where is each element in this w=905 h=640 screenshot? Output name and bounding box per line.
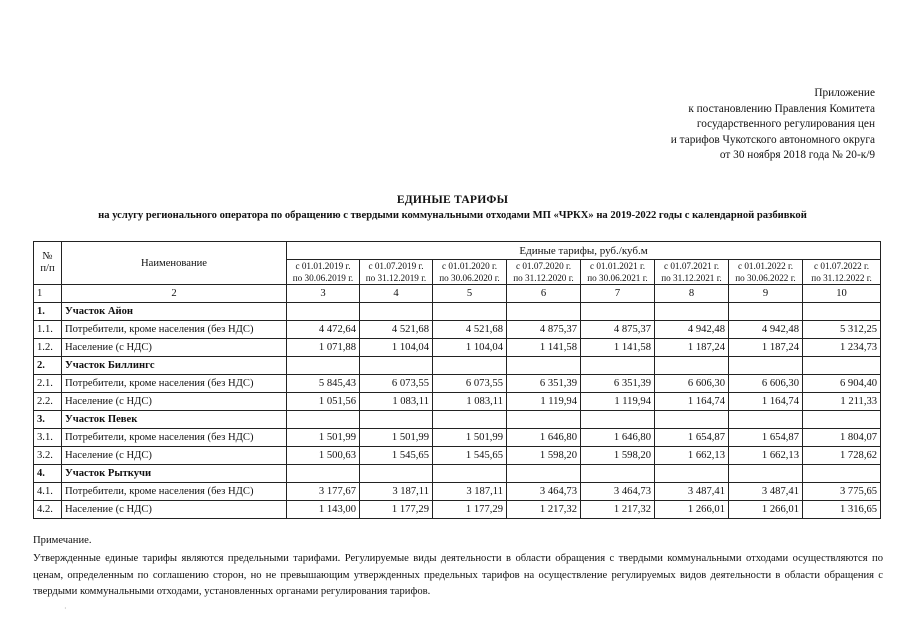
empty-cell: [360, 411, 433, 429]
table-row: [34, 375, 881, 393]
section-row: [34, 411, 881, 429]
tariff-value: 1 141,58: [507, 339, 581, 357]
tariff-value: 1 083,11: [360, 393, 433, 411]
tariff-value: 4 472,64: [287, 321, 360, 339]
appendix-line: государственного регулирования цен: [696, 118, 875, 131]
tariff-value: 1 728,62: [803, 447, 881, 465]
row-name: Население (с НДС): [62, 339, 287, 357]
tariff-value: 3 187,11: [360, 483, 433, 501]
row-number: 1.2.: [34, 339, 62, 357]
empty-cell: [287, 303, 360, 321]
tariff-value: 5 312,25: [803, 321, 881, 339]
tariff-table: [33, 241, 881, 519]
row-name: Потребители, кроме населения (без НДС): [62, 429, 287, 447]
tariff-value: 1 217,32: [581, 501, 655, 519]
tariff-value: 1 211,33: [803, 393, 881, 411]
tariff-value: 4 875,37: [507, 321, 581, 339]
section-row: [34, 357, 881, 375]
tariff-value: 1 217,32: [507, 501, 581, 519]
tariff-value: 3 487,41: [729, 483, 803, 501]
row-name: Население (с НДС): [62, 501, 287, 519]
document-subtitle: на услугу регионального оператора по обращению с твердыми коммунальными отходами МП «ЧРКХ» на 2019-2022 годы с календарной разбивкой: [98, 210, 807, 221]
tariff-value: 6 904,40: [803, 375, 881, 393]
empty-cell: [507, 303, 581, 321]
row-number: 2.2.: [34, 393, 62, 411]
empty-cell: [581, 357, 655, 375]
table-row: [34, 483, 881, 501]
tariff-value: 1 598,20: [507, 447, 581, 465]
empty-cell: [581, 303, 655, 321]
empty-cell: [581, 465, 655, 483]
section-title: Участок Биллингс: [62, 357, 287, 375]
row-name: Потребители, кроме населения (без НДС): [62, 483, 287, 501]
section-row: [34, 465, 881, 483]
tariff-value: 1 266,01: [729, 501, 803, 519]
appendix-block: [600, 86, 875, 164]
header-name: Наименование: [62, 242, 287, 285]
header-period: с 01.07.2022 г. по 31.12.2022 г.: [803, 260, 881, 285]
column-index: 1: [34, 285, 62, 303]
note-text: Утвержденные единые тарифы являются предельными тарифами. Регулируемые виды деятельности в области обращения с твердыми коммунальными отходами осуществляются по ценам, определенным по соглашению сторон, но не превышающим утвержденных предельных тарифов на осуществление регулируемых видов деятельности в области обращения с твердыми коммунальными отходами, установленных органами регулирования тарифов.: [33, 553, 883, 597]
section-number: 3.: [34, 411, 62, 429]
appendix-line: и тарифов Чукотского автономного округа: [670, 133, 875, 146]
column-index: 10: [803, 285, 881, 303]
tariff-value: 1 187,24: [655, 339, 729, 357]
header-period: с 01.01.2019 г. по 30.06.2019 г.: [287, 260, 360, 285]
tariff-value: 3 187,11: [433, 483, 507, 501]
tariff-value: 3 464,73: [581, 483, 655, 501]
appendix-line: от 30 ноября 2018 года № 20-к/9: [719, 149, 875, 162]
empty-cell: [803, 357, 881, 375]
section-number: 1.: [34, 303, 62, 321]
tariff-value: 1 266,01: [655, 501, 729, 519]
empty-cell: [803, 465, 881, 483]
empty-cell: [729, 411, 803, 429]
tariff-value: 1 662,13: [729, 447, 803, 465]
table-row: [34, 429, 881, 447]
appendix-line: Приложение: [814, 87, 875, 99]
empty-cell: [287, 357, 360, 375]
tariff-value: 6 606,30: [655, 375, 729, 393]
tariff-value: 1 104,04: [360, 339, 433, 357]
column-index: 6: [507, 285, 581, 303]
tariff-value: 4 875,37: [581, 321, 655, 339]
tariff-value: 4 942,48: [655, 321, 729, 339]
empty-cell: [803, 411, 881, 429]
empty-cell: [507, 357, 581, 375]
empty-cell: [803, 303, 881, 321]
tariff-value: 1 545,65: [360, 447, 433, 465]
empty-cell: [655, 303, 729, 321]
tariff-value: 1 316,65: [803, 501, 881, 519]
section-title: Участок Певек: [62, 411, 287, 429]
tariff-table-body: [34, 303, 881, 519]
empty-cell: [360, 465, 433, 483]
tariff-value: 1 104,04: [433, 339, 507, 357]
empty-cell: [433, 357, 507, 375]
empty-cell: [581, 411, 655, 429]
section-number: 4.: [34, 465, 62, 483]
empty-cell: [360, 357, 433, 375]
tariff-value: 6 073,55: [433, 375, 507, 393]
header-number: № п/п: [34, 242, 62, 285]
tariff-value: 3 177,67: [287, 483, 360, 501]
row-name: Население (с НДС): [62, 393, 287, 411]
tariff-value: 1 662,13: [655, 447, 729, 465]
tariff-value: 1 187,24: [729, 339, 803, 357]
column-index: 8: [655, 285, 729, 303]
empty-cell: [433, 411, 507, 429]
row-name: Потребители, кроме населения (без НДС): [62, 321, 287, 339]
table-row: [34, 447, 881, 465]
empty-cell: [507, 411, 581, 429]
table-row: [34, 321, 881, 339]
empty-cell: [287, 465, 360, 483]
empty-cell: [729, 303, 803, 321]
section-title: Участок Айон: [62, 303, 287, 321]
header-period: с 01.07.2019 г. по 31.12.2019 г.: [360, 260, 433, 285]
row-name: Потребители, кроме населения (без НДС): [62, 375, 287, 393]
tariff-value: 1 545,65: [433, 447, 507, 465]
row-name: Население (с НДС): [62, 447, 287, 465]
tariff-value: 1 234,73: [803, 339, 881, 357]
column-index: 4: [360, 285, 433, 303]
note-label: Примечание.: [33, 535, 92, 546]
row-number: 2.1.: [34, 375, 62, 393]
tariff-value: 1 164,74: [655, 393, 729, 411]
tariff-value: 1 654,87: [655, 429, 729, 447]
column-index: 5: [433, 285, 507, 303]
section-row: [34, 303, 881, 321]
tariff-value: 1 804,07: [803, 429, 881, 447]
tariff-value: 1 177,29: [360, 501, 433, 519]
header-tariff-group: Единые тарифы, руб./куб.м: [287, 242, 881, 260]
empty-cell: [360, 303, 433, 321]
row-number: 4.2.: [34, 501, 62, 519]
tariff-value: 1 500,63: [287, 447, 360, 465]
tariff-value: 1 177,29: [433, 501, 507, 519]
tariff-value: 3 775,65: [803, 483, 881, 501]
column-index: 3: [287, 285, 360, 303]
empty-cell: [655, 411, 729, 429]
empty-cell: [655, 465, 729, 483]
tariff-value: 6 073,55: [360, 375, 433, 393]
column-index: 9: [729, 285, 803, 303]
tariff-value: 1 083,11: [433, 393, 507, 411]
tariff-value: 1 654,87: [729, 429, 803, 447]
header-period: с 01.01.2022 г. по 30.06.2022 г.: [729, 260, 803, 285]
header-period: с 01.01.2021 г. по 30.06.2021 г.: [581, 260, 655, 285]
row-number: 1.1.: [34, 321, 62, 339]
tariff-value: 1 501,99: [287, 429, 360, 447]
empty-cell: [507, 465, 581, 483]
scan-mark: ·: [64, 604, 67, 613]
tariff-value: 1 164,74: [729, 393, 803, 411]
tariff-value: 5 845,43: [287, 375, 360, 393]
tariff-value: 1 501,99: [433, 429, 507, 447]
empty-cell: [433, 303, 507, 321]
tariff-value: 4 521,68: [360, 321, 433, 339]
table-row: [34, 501, 881, 519]
column-index: 2: [62, 285, 287, 303]
tariff-value: 1 071,88: [287, 339, 360, 357]
row-number: 3.1.: [34, 429, 62, 447]
header-period: с 01.07.2021 г. по 31.12.2021 г.: [655, 260, 729, 285]
tariff-value: 4 521,68: [433, 321, 507, 339]
section-number: 2.: [34, 357, 62, 375]
tariff-value: 6 351,39: [581, 375, 655, 393]
header-period: с 01.01.2020 г. по 30.06.2020 г.: [433, 260, 507, 285]
tariff-value: 1 598,20: [581, 447, 655, 465]
tariff-value: 1 501,99: [360, 429, 433, 447]
tariff-value: 1 143,00: [287, 501, 360, 519]
empty-cell: [655, 357, 729, 375]
empty-cell: [729, 465, 803, 483]
row-number: 4.1.: [34, 483, 62, 501]
section-title: Участок Рыткучи: [62, 465, 287, 483]
column-index: 7: [581, 285, 655, 303]
tariff-value: 1 119,94: [581, 393, 655, 411]
tariff-value: 6 606,30: [729, 375, 803, 393]
empty-cell: [729, 357, 803, 375]
tariff-value: 1 646,80: [507, 429, 581, 447]
empty-cell: [433, 465, 507, 483]
tariff-value: 1 119,94: [507, 393, 581, 411]
tariff-value: 4 942,48: [729, 321, 803, 339]
document-title: ЕДИНЫЕ ТАРИФЫ: [396, 193, 509, 206]
table-row: [34, 393, 881, 411]
tariff-value: 1 646,80: [581, 429, 655, 447]
tariff-value: 1 051,56: [287, 393, 360, 411]
tariff-value: 6 351,39: [507, 375, 581, 393]
header-period: с 01.07.2020 г. по 31.12.2020 г.: [507, 260, 581, 285]
empty-cell: [287, 411, 360, 429]
tariff-value: 3 487,41: [655, 483, 729, 501]
row-number: 3.2.: [34, 447, 62, 465]
tariff-value: 3 464,73: [507, 483, 581, 501]
appendix-line: к постановлению Правления Комитета: [688, 102, 875, 115]
tariff-value: 1 141,58: [581, 339, 655, 357]
table-row: [34, 339, 881, 357]
